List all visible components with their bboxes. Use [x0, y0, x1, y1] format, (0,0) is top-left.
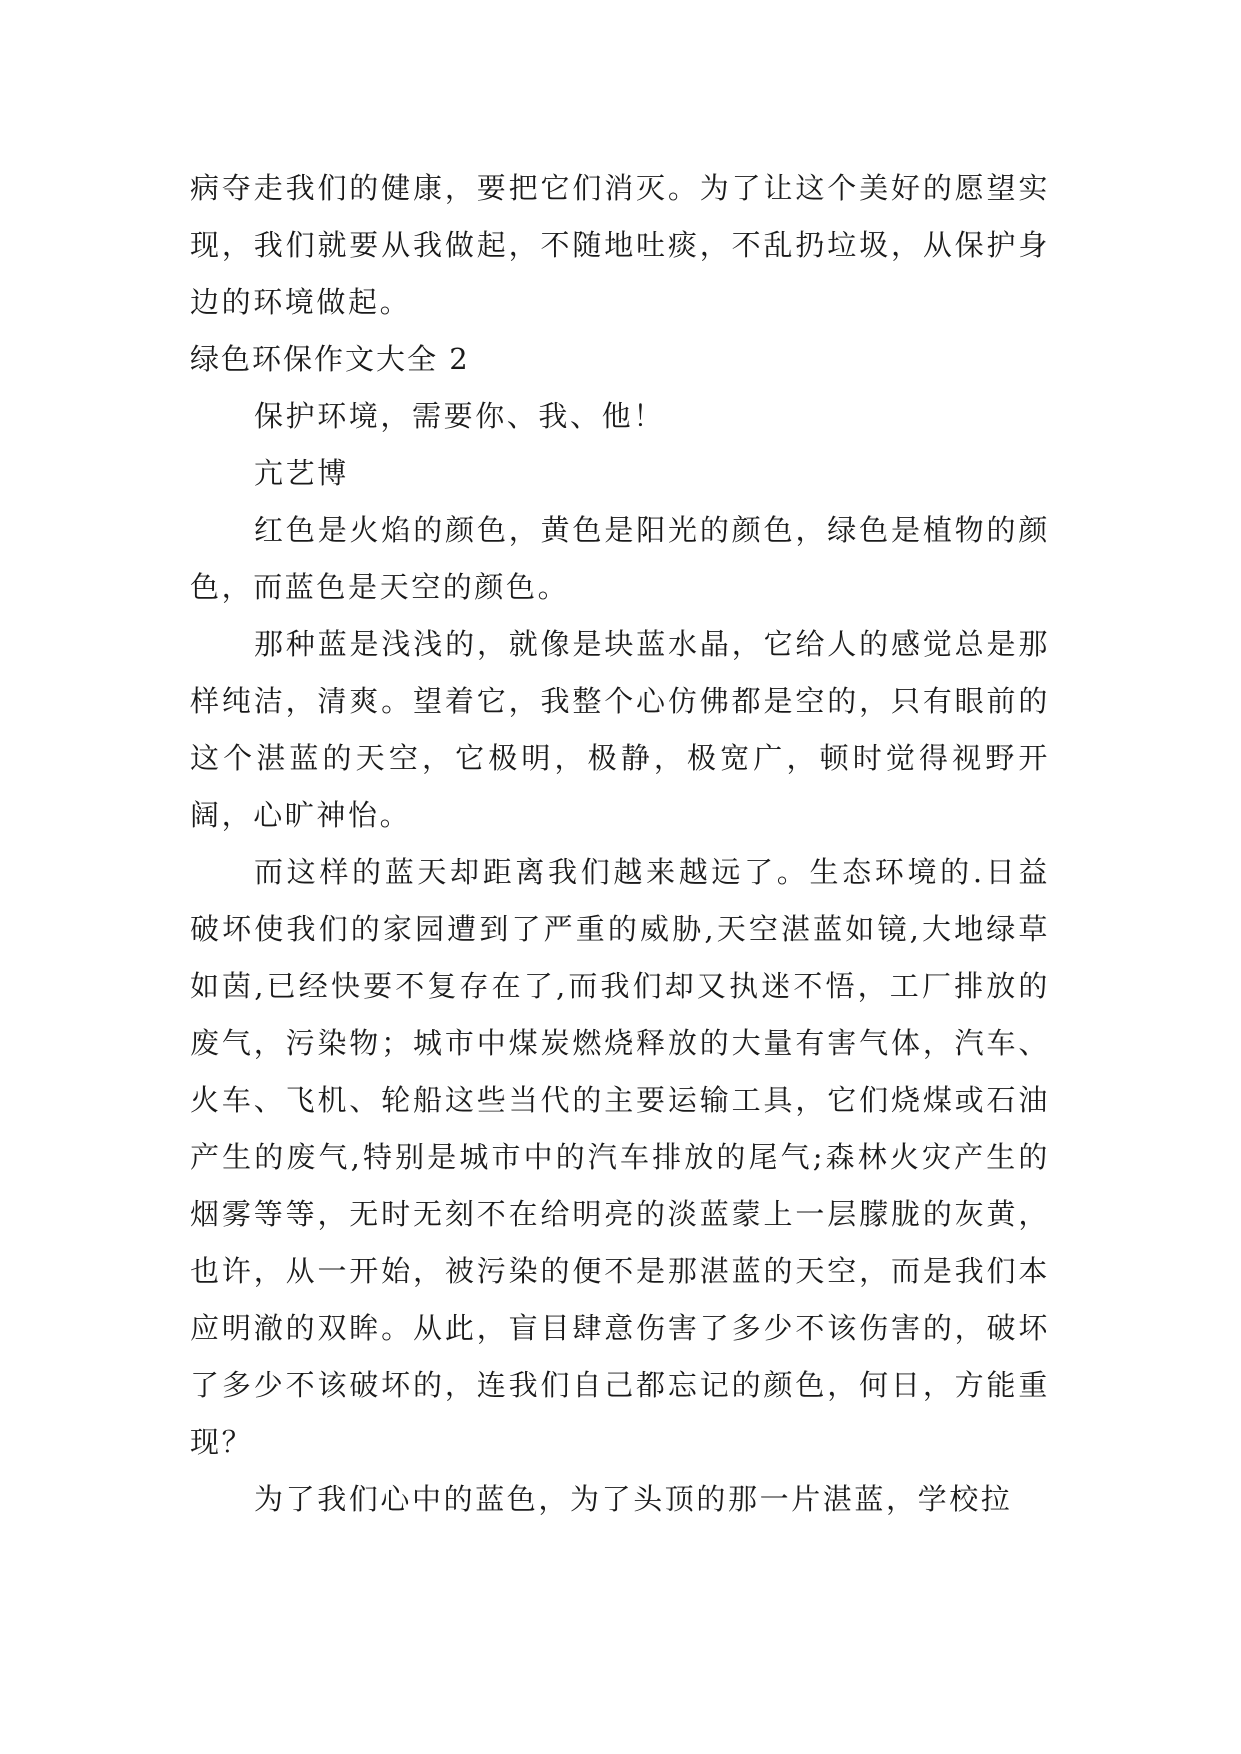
paragraph: 那种蓝是浅浅的，就像是块蓝水晶，它给人的感觉总是那样纯洁，清爽。望着它，我整个心仿佛都是空的，只有眼前的这个湛蓝的天空，它极明，极静，极宽广，顿时觉得视野开阔，心旷神怡。 [190, 627, 1050, 832]
essay-author: 亢艺博 [254, 456, 349, 490]
paragraph: 而这样的蓝天却距离我们越来越远了。生态环境的.日益破坏使我们的家园遭到了严重的威胁,天空湛蓝如镜,大地绿草如茵,已经快要不复存在了,而我们却又执迷不悟，工厂排放的废气，污染物；城市中煤炭燃烧释放的大量有害气体，汽车、火车、飞机、轮船这些当代的主要运输工具，它们烧煤或石油产生的废气,特别是城市中的汽车排放的尾气;森林火灾产生的烟雾等等，无时无刻不在给明亮的淡蓝蒙上一层朦胧的灰黄，也许，从一开始，被污染的便不是那湛蓝的天空，而是我们本应明澈的双眸。从此，盲目肆意伤害了多少不该伤害的，破坏了多少不该破坏的，连我们自己都忘记的颜色，何日，方能重现？ [190, 855, 1050, 1459]
paragraph-continued: 病夺走我们的健康，要把它们消灭。为了让这个美好的愿望实现，我们就要从我做起，不随地吐痰，不乱扔垃圾，从保护身边的环境做起。 [190, 171, 1050, 319]
document-body [190, 160, 1050, 1528]
paragraph: 红色是火焰的颜色，黄色是阳光的颜色，绿色是植物的颜色，而蓝色是天空的颜色。 [190, 513, 1050, 604]
essay-title: 保护环境，需要你、我、他！ [254, 399, 665, 433]
paragraph: 为了我们心中的蓝色，为了头顶的那一片湛蓝，学校拉 [254, 1482, 1013, 1516]
essay-heading: 绿色环保作文大全 2 [190, 342, 470, 376]
